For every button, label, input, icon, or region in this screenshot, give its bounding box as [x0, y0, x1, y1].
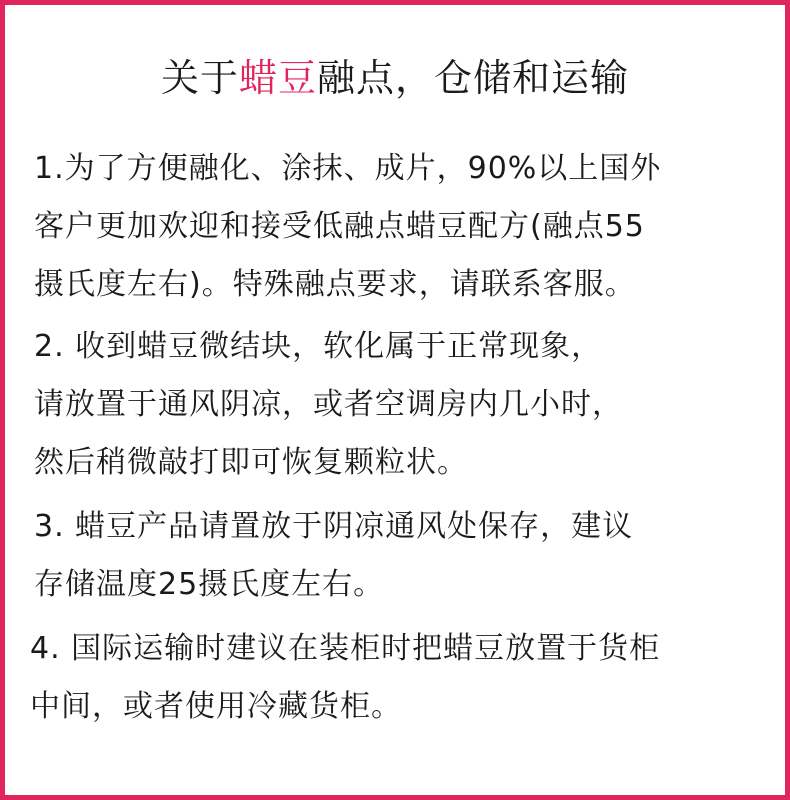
- paragraph-3: [34, 498, 762, 614]
- paragraph-line: 3. 蜡豆产品请置放于阴凉通风处保存，建议: [34, 509, 634, 544]
- paragraph-4: [30, 620, 762, 736]
- paragraph-2: [34, 318, 762, 492]
- paragraph-line: 中间，或者使用冷藏货柜。: [30, 689, 402, 724]
- paragraph-line: 然后稍微敲打即可恢复颗粒状。: [34, 445, 468, 480]
- title-suffix: 融点，仓储和运输: [317, 56, 630, 100]
- paragraph-line: 存储温度25摄氏度左右。: [34, 567, 385, 602]
- paragraph-line: 客户更加欢迎和接受低融点蜡豆配方(融点55: [34, 209, 645, 244]
- paragraph-line: 1.为了方便融化、涂抹、成片，90%以上国外: [34, 151, 662, 186]
- paragraph-1: [34, 140, 762, 314]
- page-title: [0, 50, 790, 106]
- paragraph-line: 2. 收到蜡豆微结块，软化属于正常现象，: [34, 329, 603, 364]
- title-prefix: 关于: [160, 56, 239, 100]
- paragraph-line: 4. 国际运输时建议在装柜时把蜡豆放置于货柜: [30, 631, 661, 666]
- paragraph-line: 请放置于通风阴凉，或者空调房内几小时，: [34, 387, 623, 422]
- paragraph-line: 摄氏度左右)。特殊融点要求，请联系客服。: [34, 267, 636, 302]
- title-highlight: 蜡豆: [238, 56, 317, 100]
